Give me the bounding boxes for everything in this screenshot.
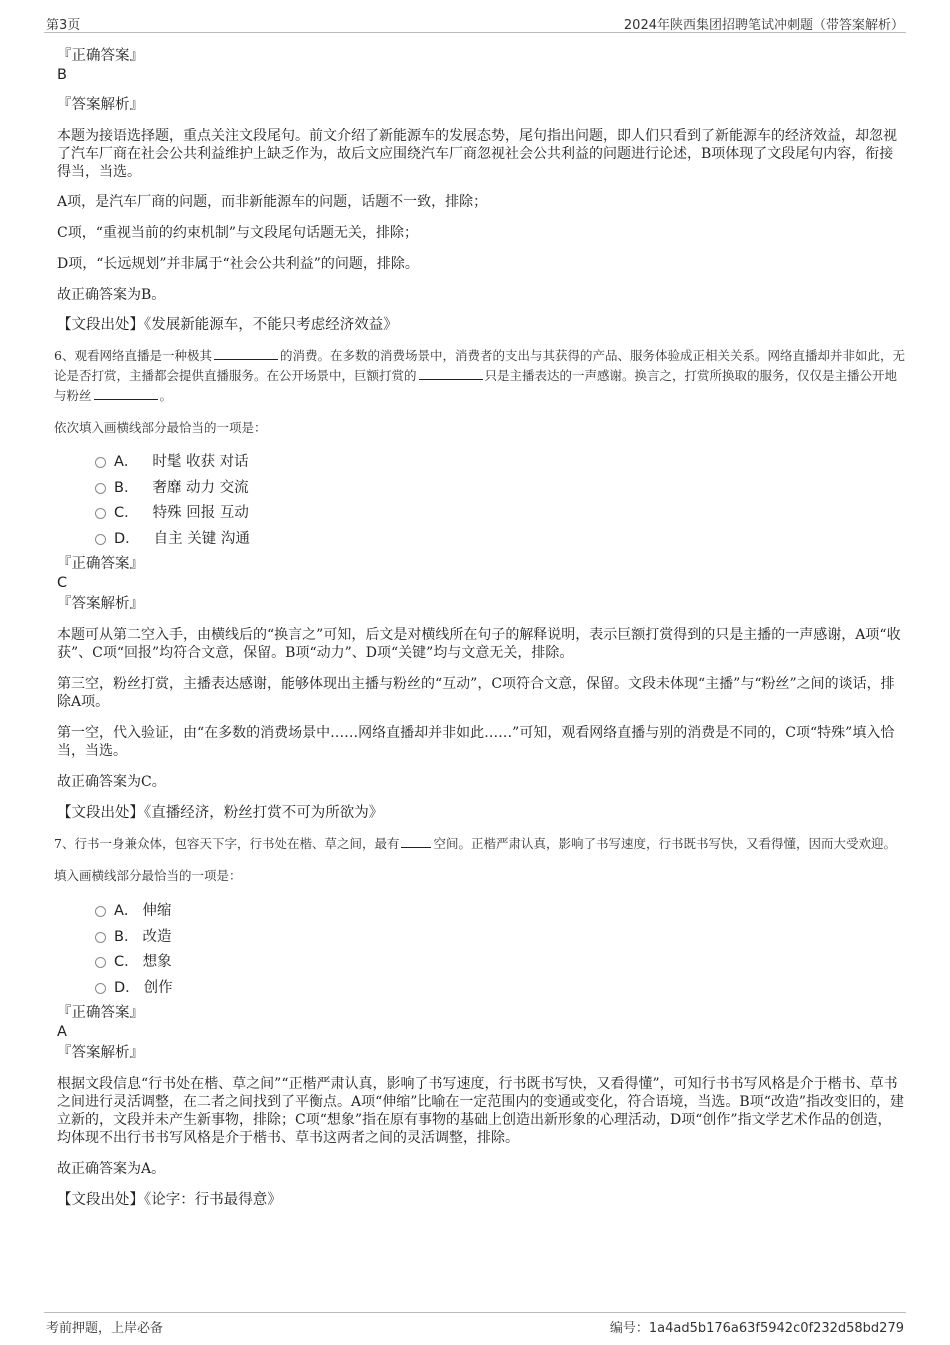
q6-source [57, 804, 905, 823]
document-title: 2024年陕西集团招聘笔试冲刺题（带答案解析） [623, 18, 904, 33]
q6-analysis-label: 『答案解析』 [57, 596, 144, 612]
q7-source [57, 1191, 905, 1210]
q5-source [57, 316, 905, 335]
document-code: 编号：1a4ad5b176a63f5942c0f232d58bd279 [609, 1321, 904, 1336]
q5-analysis-paragraph: C项，“重视当前的约束机制”与文段尾句话题无关，排除； [57, 225, 419, 241]
q6-analysis-paragraph: 本题可从第二空入手，由横线后的“换言之”可知，后文是对横线所在句子的解释说明，表示巨额打赏得到的只是主播的一声感谢，A项“收获”、C项“回报”均符合文意，保留。B项“动力”、D项“关键”均与文意无关，排除。 [57, 627, 901, 661]
source-label: 【文段出处】 [57, 805, 144, 821]
fill-blank [419, 366, 483, 380]
q7-option-d[interactable]: D． 创作 [95, 979, 905, 1005]
q7-options [95, 902, 905, 1004]
q6-answer-value: C [57, 575, 68, 591]
fill-blank [214, 346, 278, 360]
q6-analysis-paragraph: 第三空，粉丝打赏，主播表达感谢，能够体现出主播与粉丝的“互动”，C项符合文意，保留。文段未体现“主播”与“粉丝”之间的谈话，排除A项。 [57, 676, 895, 710]
source-label: 【文段出处】 [57, 317, 144, 333]
footer-slogan: 考前押题，上岸必备 [46, 1321, 164, 1336]
q6-analysis-paragraph: 第一空，代入验证，由“在多数的消费场景中……网络直播却并非如此……”可知，观看网络直播与别的消费是不同的，C项“特殊”填入恰当，当选。 [57, 725, 895, 759]
radio-button[interactable] [95, 906, 106, 917]
q5-conclusion: 故正确答案为B。 [57, 287, 166, 303]
q7-conclusion: 故正确答案为A。 [57, 1161, 166, 1177]
radio-button[interactable] [95, 457, 106, 468]
source-label: 【文段出处】 [57, 1192, 144, 1208]
q7-block [54, 834, 905, 1210]
fill-blank [401, 834, 431, 848]
q7-option-b[interactable]: B． 改造 [95, 928, 905, 954]
page-footer [44, 1312, 906, 1337]
radio-button[interactable] [95, 932, 106, 943]
q5-analysis-paragraph: D项，“长远规划”并非属于“社会公共利益”的问题，排除。 [57, 256, 419, 272]
q5-analysis-paragraph: A项，是汽车厂商的问题，而非新能源车的问题，话题不一致，排除； [57, 194, 488, 210]
q7-answer-label: 『正确答案』 [57, 1005, 144, 1021]
q7-option-a[interactable]: A． 伸缩 [95, 902, 905, 928]
q6-stem: 6、观看网络直播是一种极其 的消费。在多数的消费场景中，消费者的支出与其获得的产品、服务体验成正相关关系。网络直播却并非如此，无论是否打赏，主播都会提供直播服务。在公开场景中，巨额打赏的 只是主播表达的一声感谢。换言之，打赏所换取的服务，仅仅是主播公开地与粉丝 。 [54, 348, 905, 403]
q5-analysis-paragraph: 本题为接语选择题，重点关注文段尾句。前文介绍了新能源车的发展态势，尾句指出问题，即人们只看到了新能源车的经济效益，却忽视了汽车厂商在社会公共利益维护上缺乏作为，故后文应围绕汽车厂商忽视社会公共利益的问题进行论述，B项体现了文段尾句内容，衔接得当，当选。 [57, 128, 897, 180]
q5-answer-label: 『正确答案』 [57, 48, 144, 64]
source-title: 《发展新能源车，不能只考虑经济效益》 [144, 317, 398, 333]
q6-answer-label: 『正确答案』 [57, 556, 144, 572]
q6-options [95, 453, 905, 555]
q7-answer-value: A [57, 1024, 67, 1040]
radio-button[interactable] [95, 508, 106, 519]
page-number: 第3页 [46, 18, 81, 33]
q7-analysis-label: 『答案解析』 [57, 1045, 144, 1061]
page-header [44, 10, 906, 33]
radio-button[interactable] [95, 534, 106, 545]
source-title: 《论字：行书最得意》 [144, 1192, 282, 1208]
q6-option-c[interactable]: C． 特殊 回报 互动 [95, 504, 905, 530]
radio-button[interactable] [95, 957, 106, 968]
q6-option-d[interactable]: D． 自主 关键 沟通 [95, 530, 905, 556]
source-title: 《直播经济，粉丝打赏不可为所欲为》 [144, 805, 384, 821]
q7-instruction: 填入画横线部分最恰当的一项是： [54, 868, 242, 883]
q6-block [54, 346, 905, 823]
fill-blank [94, 386, 158, 400]
q5-block [57, 47, 905, 335]
q7-stem: 7、行书一身兼众体，包容天下字，行书处在楷、草之间，最有 空间。正楷严肃认真，影响了书写速度，行书既书写快，又看得懂，因而大受欢迎。 [54, 836, 896, 851]
q6-conclusion: 故正确答案为C。 [57, 774, 166, 790]
document-body [54, 47, 905, 1210]
q7-option-c[interactable]: C． 想象 [95, 953, 905, 979]
q6-option-a[interactable]: A． 时髦 收获 对话 [95, 453, 905, 479]
radio-button[interactable] [95, 483, 106, 494]
radio-button[interactable] [95, 983, 106, 994]
q5-answer-value: B [57, 67, 67, 83]
q6-instruction: 依次填入画横线部分最恰当的一项是： [54, 420, 267, 435]
q5-analysis-label: 『答案解析』 [57, 97, 144, 113]
q6-option-b[interactable]: B． 奢靡 动力 交流 [95, 479, 905, 505]
q7-analysis-paragraph: 根据文段信息“行书处在楷、草之间”“正楷严肃认真，影响了书写速度，行书既书写快，又看得懂”，可知行书书写风格是介于楷书、草书之间进行灵活调整，在二者之间找到了平衡点。A项“伸缩”比喻在一定范围内的变通或变化，符合语境，当选。B项“改造”指改变旧的，建立新的，文段并未产生新事物，排除；C项“想象”指在原有事物的基础上创造出新形象的心理活动，D项“创作”指文学艺术作品的创造，均体现不出行书书写风格是介于楷书、草书这两者之间的灵活调整，排除。 [57, 1076, 905, 1146]
